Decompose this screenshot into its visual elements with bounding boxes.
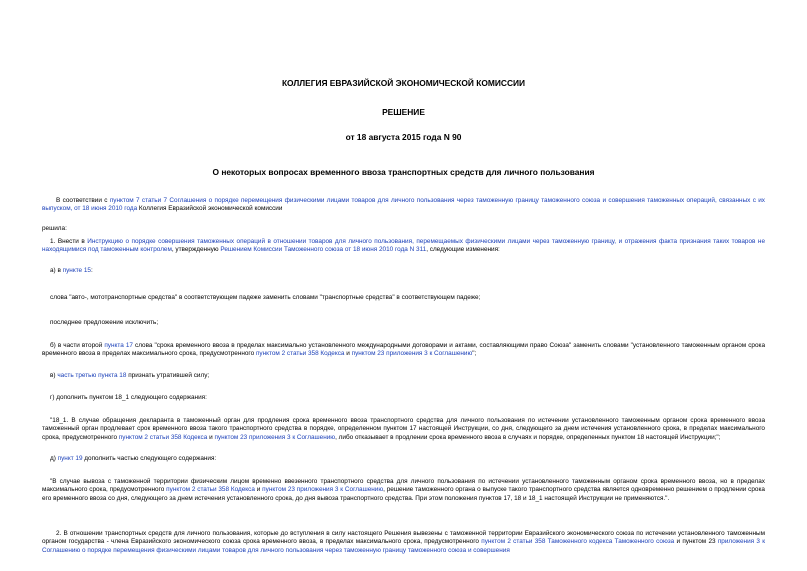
subitem-a: а) в пункте 15:: [50, 267, 93, 274]
preamble-paragraph: В соответствии с пунктом 7 статьи 7 Соглашения о порядке перемещения физическими лицами товаров для личного пользования через таможенную границу таможенного союза и совершения таможенных операций, связанных с их выпуском, от 18 июня 2010 года Коллегия Евразийской экономической комиссии: [42, 197, 766, 213]
code-358-link-2[interactable]: пунктом 2 статьи 358 Кодекса: [118, 433, 208, 441]
org-heading: КОЛЛЕГИЯ ЕВРАЗИЙСКОЙ ЭКОНОМИЧЕСКОЙ КОМИССИИ: [281, 78, 526, 88]
subitem-a-last: последнее предложение исключить;: [50, 319, 159, 326]
subitem-b: б) в части второй пункта 17 слова "срока временного ввоза в пределах максимально установленного международными договорами и актами, составляющими право Союза" заменить словами "установленного таможенным органом срока временного ввоза в пределах максимального срока, предусмотренного пунктом 2 статьи 358 Кодекса и пунктом 23 приложения 3 к Соглашению";: [42, 342, 766, 358]
annex-3-link[interactable]: пунктом 23 приложения 3 к Соглашению: [351, 350, 473, 358]
instruction-link[interactable]: Инструкцию о порядке совершения таможенных операций в отношении товаров для личного пользования, перемещаемых физическими лицами через таможенную границу, и отражения факта признания таких товаров не находящимися под таможенным контролем: [42, 238, 765, 254]
item-2-paragraph: 2. В отношении транспортных средств для личного пользования, которые до вступления в силу настоящего Решения вывезены с таможенной территории Евразийского экономического союза по истечении установленного таможенным органом государства - члена Евразийского экономического союза срока временного ввоза, в пределах максимального срока, предусмотренного пунктом 2 статьи 358 Таможенного кодекса Таможенного союза и пунктом 23 приложения 3 к Соглашению о порядке перемещения физическими лицами товаров для личного пользования через таможенную границу таможенного союза и совершения: [42, 530, 765, 554]
customs-code-358-link[interactable]: пунктом 2 статьи 358 Таможенного кодекса Таможенного союза: [481, 538, 675, 546]
point-19-link[interactable]: пункт 19: [57, 455, 83, 462]
decision-311-link[interactable]: Решением Комиссии Таможенного союза от 18 июня 2010 года N 311: [220, 246, 427, 254]
subitem-a-words: слова "авто-, мототранспортные средства" в соответствующем падеже заменить словами "транспортные средства" в соответствующем падеже;: [50, 294, 481, 301]
subitem-v: в) часть третью пункта 18 признать утратившей силу;: [50, 372, 210, 379]
point-18-part-3-link[interactable]: часть третью пункта 18: [57, 372, 127, 379]
document-title: О некоторых вопросах временного ввоза транспортных средств для личного пользования: [212, 167, 595, 177]
subitem-g-text: "18_1. В случае обращения декларанта в таможенный орган для продления срока временного ввоза транспортного средства для личного пользования по истечении установленного таможенным органом срока временного ввоза таможенный орган продлевает срок временного ввоза такого транспортного средства в порядке, определенном пунктом 17 настоящей Инструкции, со дня, следующего за днем истечения установленного срока, в пределах максимального срока, предусмотренного пунктом 2 статьи 358 Кодекса и пунктом 23 приложения 3 к Соглашению, либо отказывает в продлении срока временного ввоза в случаях и порядке, определенных пунктом 18 настоящей Инструкции;";: [42, 417, 765, 441]
code-358-link[interactable]: пунктом 2 статьи 358 Кодекса: [255, 350, 345, 358]
agreement-link[interactable]: пунктом 7 статьи 7 Соглашения о порядке перемещения физическими лицами товаров для личного пользования через таможенную границу таможенного союза и совершения таможенных операций, связанных с их выпуском, от 18 июня 2010 года: [42, 197, 766, 213]
annex-3-link-3[interactable]: пунктом 23 приложения 3 к Соглашению: [262, 486, 384, 494]
date-number-heading: от 18 августа 2015 года N 90: [345, 132, 462, 142]
doc-type-heading: РЕШЕНИЕ: [382, 107, 425, 117]
resolved-label: решила:: [42, 225, 67, 232]
item-1-paragraph: 1. Внести в Инструкцию о порядке совершения таможенных операций в отношении товаров для личного пользования, перемещаемых физическими лицами через таможенную границу, и отражения факта признания таких товаров не находящимися под таможенным контролем, утвержденную Решением Комиссии Таможенного союза от 18 июня 2010 года N 311, следующие изменения:: [42, 238, 765, 254]
annex-3-link-2[interactable]: пунктом 23 приложения 3 к Соглашению: [214, 433, 336, 441]
annex-3-agreement-link[interactable]: приложения 3 к Соглашению о порядке перемещения физическими лицами товаров для личного пользования через таможенную границу таможенного союза и совершения: [42, 538, 765, 554]
point-17-link[interactable]: пункта 17: [104, 342, 133, 349]
subitem-d: д) пункт 19 дополнить частью следующего содержания:: [50, 455, 217, 462]
point-15-link[interactable]: пункте 15: [62, 267, 91, 274]
subitem-g: г) дополнить пунктом 18_1 следующего содержания:: [50, 394, 207, 401]
subitem-d-text: "В случае вывоза с таможенной территории физическим лицом временно ввезенного транспортного средства для личного пользования по истечении установленного таможенным органом срока временного ввоза, но в пределах максимального срока, предусмотренного пунктом 2 статьи 358 Кодекса и пунктом 23 приложения 3 к Соглашению, решение таможенного органа о выпуске такого транспортного средства является одновременно решением о продлении срока его временного ввоза со дня, следующего за днем истечения установленного срока, до дня вывоза транспортного средства. При этом положения пунктов 17, 18 и 18_1 настоящей Инструкции не применяются.".: [42, 478, 765, 502]
code-358-link-3[interactable]: пунктом 2 статьи 358 Кодекса: [166, 486, 255, 494]
